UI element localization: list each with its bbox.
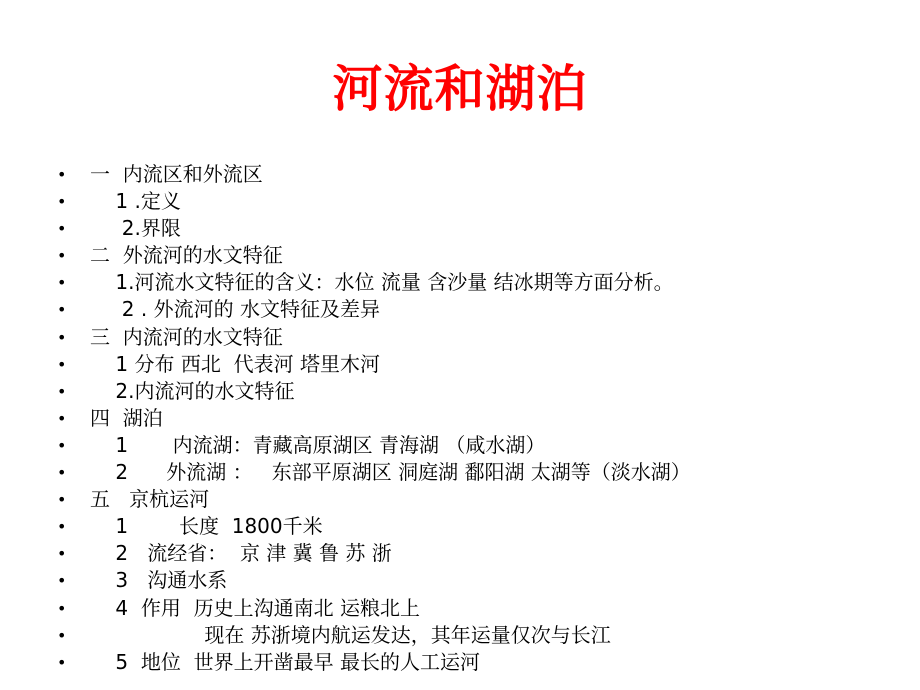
bullet-icon: • bbox=[57, 517, 67, 537]
bullet-icon: • bbox=[57, 246, 67, 266]
bullet-icon: • bbox=[57, 354, 67, 374]
list-item-text: 一 内流区和外流区 bbox=[90, 162, 263, 186]
list-item bbox=[0, 378, 920, 405]
list-item-text: 四 湖泊 bbox=[90, 405, 163, 430]
list-item-text: 1 分布 西北 代表河 塔里木河 bbox=[90, 351, 380, 376]
bullet-list bbox=[0, 161, 920, 676]
bullet-icon: • bbox=[57, 165, 67, 184]
list-item bbox=[0, 405, 920, 432]
list-item-text: 1.河流水文特征的含义：水位 流量 含沙量 结冰期等方面分析。 bbox=[90, 270, 674, 295]
list-item bbox=[0, 459, 920, 486]
list-item bbox=[0, 595, 920, 622]
list-item bbox=[0, 432, 920, 459]
list-item bbox=[0, 242, 920, 269]
bullet-icon: • bbox=[57, 435, 67, 455]
list-item-text: 3 沟通水系 bbox=[90, 568, 228, 593]
bullet-icon: • bbox=[57, 463, 67, 483]
list-item bbox=[0, 296, 920, 323]
list-item bbox=[0, 513, 920, 540]
list-item-text: 二 外流河的水文特征 bbox=[90, 243, 283, 268]
bullet-icon: • bbox=[57, 273, 67, 293]
list-item bbox=[0, 269, 920, 296]
list-item bbox=[0, 161, 920, 188]
list-item-text: 五 京杭运河 bbox=[90, 487, 210, 512]
list-item-text: 2 外流湖 ： 东部平原湖区 洞庭湖 鄱阳湖 太湖等（淡水湖） bbox=[90, 460, 691, 485]
list-item-text: 1 长度 1800千米 bbox=[90, 514, 323, 539]
list-item bbox=[0, 567, 920, 594]
bullet-icon: • bbox=[57, 219, 67, 239]
list-item-text: 2.内流河的水文特征 bbox=[90, 378, 295, 403]
bullet-icon: • bbox=[57, 571, 67, 591]
list-item-text: 三 内流河的水文特征 bbox=[90, 324, 283, 349]
list-item bbox=[0, 486, 920, 513]
list-item-text: 2.界限 bbox=[90, 216, 181, 241]
bullet-icon: • bbox=[57, 598, 67, 618]
list-item bbox=[0, 188, 920, 215]
list-item bbox=[0, 215, 920, 242]
list-item bbox=[0, 540, 920, 567]
bullet-icon: • bbox=[57, 625, 67, 645]
list-item-text: 4 作用 历史上沟通南北 运粮北上 bbox=[90, 595, 420, 620]
list-item bbox=[0, 622, 920, 649]
bullet-icon: • bbox=[57, 327, 67, 347]
list-item-text: 现在 苏浙境内航运发达，其年运量仅次与长江 bbox=[90, 622, 611, 647]
list-item-text: 1 .定义 bbox=[90, 189, 181, 214]
bullet-icon: • bbox=[57, 652, 67, 672]
bullet-icon: • bbox=[57, 544, 67, 564]
list-item bbox=[0, 324, 920, 351]
list-item bbox=[0, 649, 920, 676]
bullet-icon: • bbox=[57, 381, 67, 401]
list-item-text: 1 内流湖：青藏高原湖区 青海湖 （咸水湖） bbox=[90, 432, 546, 457]
list-item bbox=[0, 351, 920, 378]
bullet-icon: • bbox=[57, 300, 67, 320]
bullet-icon: • bbox=[57, 408, 67, 428]
list-item-text: 5 地位 世界上开凿最早 最长的人工运河 bbox=[90, 649, 480, 674]
bullet-icon: • bbox=[57, 192, 67, 212]
list-item-text: 2 流经省： 京 津 冀 鲁 苏 浙 bbox=[90, 541, 392, 566]
bullet-icon: • bbox=[57, 490, 67, 510]
slide-title: 河流和湖泊 bbox=[332, 59, 588, 118]
list-item-text: 2 . 外流河的 水文特征及差异 bbox=[90, 297, 380, 322]
